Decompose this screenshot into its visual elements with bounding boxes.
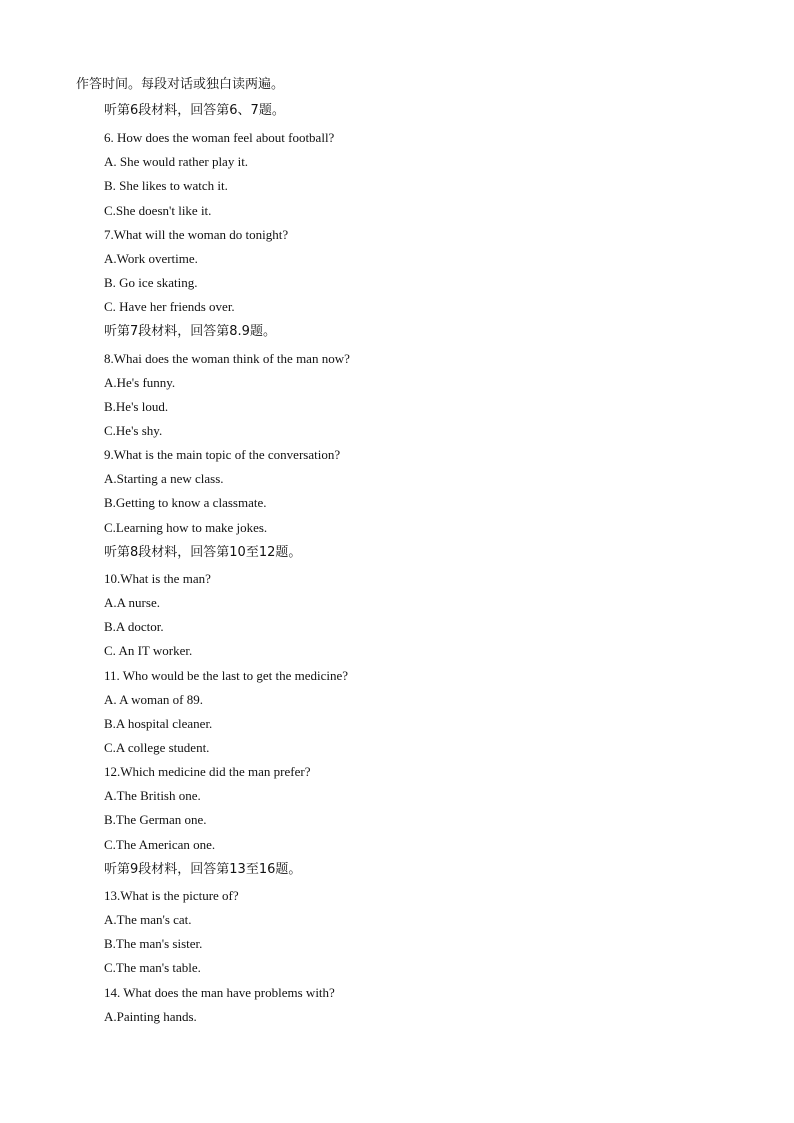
option-10c: C. An IT worker.	[104, 643, 193, 658]
option-7b: B. Go ice skating.	[104, 275, 198, 290]
option-7c: C. Have her friends over.	[104, 299, 235, 314]
section-heading-7: 听第7段材料，回答第8.9题。	[104, 324, 276, 339]
question-13: 13.What is the picture of?	[104, 888, 239, 903]
section-heading-6: 听第6段材料，回答第6、7题。	[104, 103, 285, 118]
option-8c: C.He's shy.	[104, 423, 163, 438]
option-11c: C.A college student.	[104, 740, 210, 755]
section-heading-8: 听第8段材料，回答第10至12题。	[104, 545, 302, 560]
option-11a: A. A woman of 89.	[104, 692, 203, 707]
option-8b: B.He's loud.	[104, 399, 169, 414]
question-6: 6. How does the woman feel about football?	[104, 130, 335, 145]
option-6c: C.She doesn't like it.	[104, 203, 212, 218]
option-12c: C.The American one.	[104, 837, 216, 852]
option-9c: C.Learning how to make jokes.	[104, 520, 268, 535]
option-11b: B.A hospital cleaner.	[104, 716, 213, 731]
option-10b: B.A doctor.	[104, 619, 164, 634]
option-12b: B.The German one.	[104, 812, 207, 827]
instruction-text: 作答时间。每段对话或独白读两遍。	[76, 77, 285, 92]
question-7: 7.What will the woman do tonight?	[104, 227, 289, 242]
option-6a: A. She would rather play it.	[104, 154, 249, 169]
option-9a: A.Starting a new class.	[104, 471, 224, 486]
section-heading-9: 听第9段材料，回答第13至16题。	[104, 862, 302, 877]
option-8a: A.He's funny.	[104, 375, 176, 390]
option-10a: A.A nurse.	[104, 595, 160, 610]
option-13b: B.The man's sister.	[104, 936, 203, 951]
option-7a: A.Work overtime.	[104, 251, 198, 266]
option-9b: B.Getting to know a classmate.	[104, 495, 267, 510]
option-14a: A.Painting hands.	[104, 1009, 197, 1024]
option-6b: B. She likes to watch it.	[104, 178, 228, 193]
question-14: 14. What does the man have problems with?	[104, 985, 335, 1000]
question-12: 12.Which medicine did the man prefer?	[104, 764, 311, 779]
option-13c: C.The man's table.	[104, 960, 201, 975]
question-8: 8.Whai does the woman think of the man now?	[104, 351, 350, 366]
option-13a: A.The man's cat.	[104, 912, 192, 927]
option-12a: A.The British one.	[104, 788, 201, 803]
question-10: 10.What is the man?	[104, 571, 211, 586]
question-11: 11. Who would be the last to get the medicine?	[104, 668, 349, 683]
question-9: 9.What is the main topic of the conversation?	[104, 447, 341, 462]
